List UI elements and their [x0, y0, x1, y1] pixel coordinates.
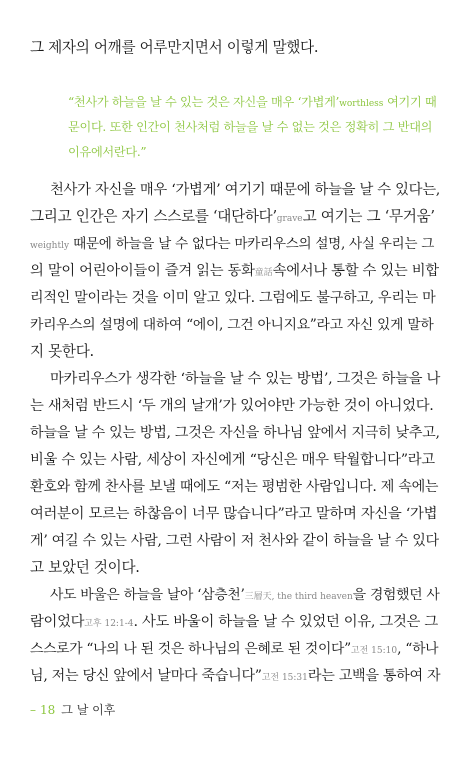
quote-text: 여기기 때: [387, 95, 437, 109]
page-footer: [30, 701, 115, 718]
p2-line-7: 게’ 여길 수 있는 사람, 그런 사람이 저 천사와 같이 하늘을 날 수 있다: [30, 533, 439, 549]
p2-line-4: 비울 수 있는 사람, 세상이 자신에게 “당신은 매우 탁월합니다”라고: [30, 452, 435, 468]
citation: 고전 15:31: [261, 673, 308, 683]
p1-line-6: 카리우스의 설명에 대하여 “에이, 그건 아니지요”라고 자신 있게 말하: [30, 317, 434, 333]
gloss: 三層天, the third heaven: [244, 592, 353, 602]
page-number: 18: [40, 703, 56, 717]
text: 람이었다: [30, 614, 85, 630]
text: 그리고 인간은 자기 스스로를 ‘대단하다’: [30, 208, 277, 225]
quote-line-3: 이유에서란다.”: [68, 145, 147, 159]
text: 라는 고백을 통하여 자: [307, 668, 441, 684]
citation: 고전 15:10: [350, 646, 398, 656]
p1-line-2: [30, 207, 440, 229]
text: 스스로가 “나의 나 된 것은 하나님의 은혜로 된 것이다”: [30, 641, 351, 657]
intro-line: 그 제자의 어깨를 어루만지면서 이렇게 말했다.: [30, 39, 319, 56]
p1-line-7: 지 못한다.: [30, 343, 94, 360]
p3-line-4: [30, 666, 440, 688]
p3-line-3: [30, 639, 440, 661]
citation: 고후 12:1-4: [84, 619, 134, 629]
p1-line-3: [30, 234, 440, 256]
text: . 사도 바울이 하늘을 날 수 있었던 이유, 그것은 그: [133, 614, 438, 630]
gloss: weightly: [30, 241, 70, 251]
text: 의 말이 어린아이들이 즐겨 읽는 동화: [30, 263, 255, 279]
gloss: grave: [276, 214, 303, 224]
p1-line-4: [30, 261, 440, 283]
gloss: 童話: [254, 268, 273, 278]
p3-line-1: [50, 585, 440, 607]
text: 을 경험했던 사: [352, 587, 440, 603]
text: 속에서나 통할 수 있는 비합: [272, 263, 439, 279]
text: 사도 바울은 하늘을 날아 ‘삼층천’: [50, 587, 245, 603]
quote-line-2: 문이다. 또한 인간이 천사처럼 하늘을 날 수 없는 것은 정확히 그 반대의: [68, 120, 433, 134]
footer-dash: –: [30, 703, 36, 717]
gloss: worthless: [339, 99, 384, 109]
text: , “하나: [397, 641, 439, 657]
p2-line-8: 고 보았던 것이다.: [30, 559, 140, 576]
p2-line-5: 환호와 함께 찬사를 보낼 때에도 “저는 평범한 사람입니다. 제 속에는: [30, 479, 439, 495]
p2-line-2: 는 새처럼 반드시 ‘두 개의 날개’가 있어야만 가능한 것이 아니었다.: [30, 398, 434, 414]
text: 때문에 하늘을 날 수 없다는 마카리우스의 설명, 사실 우리는 그: [73, 236, 435, 252]
p1-line-1: 천사가 자신을 매우 ‘가볍게’ 여기기 때문에 하늘을 날 수 있다는,: [50, 182, 441, 198]
p2-line-1: 마카리우스가 생각한 ‘하늘을 날 수 있는 방법’, 그것은 하늘을 나: [50, 371, 441, 387]
p2-line-3: 하늘을 날 수 있는 방법, 그것은 자신을 하나님 앞에서 지극히 낮추고,: [30, 425, 440, 441]
text: 고 여기는 그 ‘무거움’: [302, 208, 435, 225]
p2-line-6: 여러분이 모르는 하찮음이 너무 많습니다”라고 말하며 자신을 ‘가볍: [30, 506, 438, 522]
section-title: 그 날 이후: [61, 703, 116, 717]
p1-line-5: 리적인 말이라는 것을 이미 알고 있다. 그럼에도 불구하고, 우리는 마: [30, 290, 436, 306]
quote-text: “천사가 하늘을 날 수 있는 것은 자신을 매우 ‘가볍게’: [68, 95, 340, 109]
quote-line-1: [68, 93, 438, 113]
p3-line-2: [30, 612, 440, 634]
text: 님, 저는 당신 앞에서 날마다 죽습니다”: [30, 668, 262, 684]
